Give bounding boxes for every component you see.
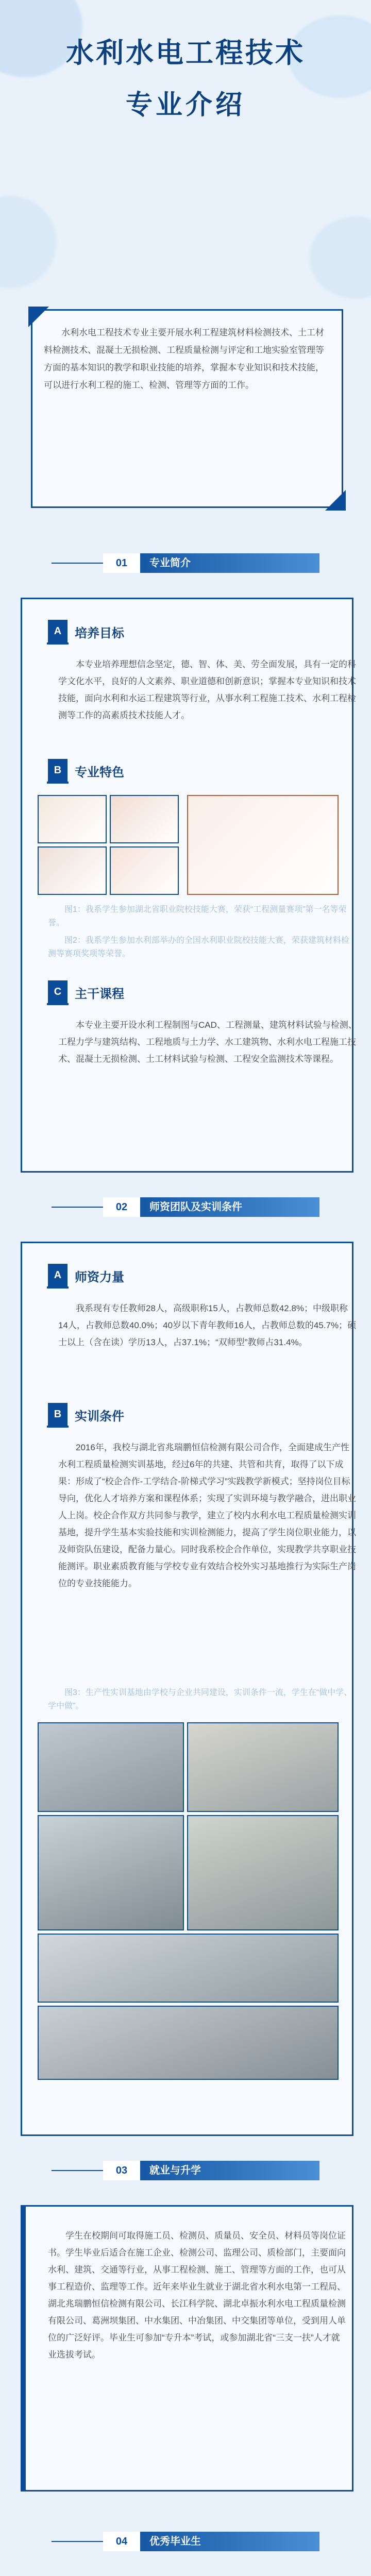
feature-title-text: 专业特色 xyxy=(75,766,124,779)
training-title-text: 实训条件 xyxy=(75,1410,124,1423)
lab-photo xyxy=(38,2006,339,2080)
training-badge: B xyxy=(48,1403,68,1426)
title-line-2: 专业介绍 xyxy=(125,90,245,120)
section-number: 02 xyxy=(103,1197,140,1217)
card-rail xyxy=(21,2205,26,2492)
title-tick xyxy=(47,1286,69,1289)
section-number: 01 xyxy=(103,553,140,573)
section-label: 就业与升学 xyxy=(149,2165,201,2176)
certificate-photo xyxy=(38,846,107,895)
faculty-text: 我系现有专任教师28人，高级职称15人，占教师总数42.8%；中级职称14人，占教师总数40.0%；40岁以下青年教师16人，占教师总数的45.7%；硕士以上（含在读）学历13人，占37.1%；“双师型”教师占31.4%。 xyxy=(58,1303,357,1347)
section-label: 专业简介 xyxy=(149,557,191,569)
section-number: 03 xyxy=(103,2161,140,2180)
course-title-text: 主干课程 xyxy=(75,987,124,1001)
title-tick xyxy=(47,642,69,645)
faculty-badge: A xyxy=(48,1264,68,1286)
section-header-04 xyxy=(52,2524,319,2555)
certificate-photo xyxy=(110,846,179,895)
section-line xyxy=(52,1207,103,1208)
intro-text: 水利水电工程技术专业主要开展水利工程建筑材料检测技术、土工材料检测技术、混凝土无损检测、工程质量检测与评定和工地实验室管理等方面的基本知识的教学和职业技能的培养，掌握本专业知识和技术技能，可以进行水利工程的施工、检测、管理等方面的工作。 xyxy=(44,328,324,390)
lab-photo xyxy=(38,1815,184,1930)
section-label: 师资团队及实训条件 xyxy=(149,1201,242,1213)
section-line xyxy=(52,2170,103,2171)
goal-title-text: 培养目标 xyxy=(75,626,124,640)
frame-corner xyxy=(325,490,346,511)
section-02-card xyxy=(21,1242,357,2136)
decor-blob xyxy=(0,196,57,289)
page-title xyxy=(0,31,371,122)
goal-text: 本专业培养理想信念坚定，德、智、体、美、劳全面发展，具有一定的科学文化水平，良好的人文素养、职业道德和创新意识；掌握本专业知识和技术技能，面向水利和水运工程建筑等行业，从事水利工程施工技术、水利工程检测等工作的高素质技术技能人才。 xyxy=(58,659,356,720)
section-header-02 xyxy=(52,1190,319,1221)
goal-badge: A xyxy=(48,620,68,642)
section-number: 04 xyxy=(103,2532,140,2551)
decor-blob xyxy=(309,216,371,299)
title-tick xyxy=(47,1003,69,1005)
title-tick xyxy=(47,1426,69,1428)
lab-photo xyxy=(38,1722,184,1812)
intro-box xyxy=(31,309,343,508)
section-label: 优秀毕业生 xyxy=(149,2536,201,2547)
lab-photo xyxy=(38,1934,339,2003)
certificate-photo xyxy=(187,795,339,895)
training-caption: 图3：生产性实训基地由学校与企业共同建设，实训条件一流，学生在“做中学、学中做”。 xyxy=(48,1688,352,1710)
feature-badge: B xyxy=(48,759,68,782)
section-header-01 xyxy=(52,546,319,577)
section-header-03 xyxy=(52,2154,319,2184)
lab-photo xyxy=(187,1815,339,1930)
section-01-card xyxy=(21,598,357,1173)
training-text: 2016年，我校与湖北省兆瑞鹏恒信检测有限公司合作，全面建成生产性水利工程质量检测实训基地，经过6年的共建、共管和共育，取得了以下成果：形成了“校企合作-工学结合-阶梯式学习”实践教学新模式；坚持岗位目标导向，优化人才培养方案和课程体系；实现了实训环境与教学融合，进出职业人上岗。校企合作双方共同参与教学，建立了校内水利水电工程质量检测实训基地，提升学生基本实验技能和实训检测能力，提高了学生岗位职业能力，以及师资队伍建设，配备力量心。同时我系校企合作单位，实现教学共享职业技能测评。职业素质教育能与学校专业有效结合校外实习基地推行为实际生产岗位的专业技能能力。 xyxy=(58,1443,356,1588)
title-tick xyxy=(47,782,69,784)
course-text: 本专业主要开设水利工程制图与CAD、工程测量、建筑材料试验与检测、工程力学与建筑结构、工程地质与土力学、水工建筑物、水利水电工程施工技术、混凝土无损检测、土工材料试验与检测、工程安全监测技术等课程。 xyxy=(58,1020,357,1064)
title-line-1: 水利水电工程技术 xyxy=(66,38,305,69)
certificate-photo xyxy=(38,795,107,843)
feature-caption-2: 图2：我系学生参加水利部举办的全国水利职业院校技能大赛，荣获建筑材料检测等赛项奖项等荣誉。 xyxy=(48,936,349,958)
career-text: 学生在校期间可取得施工员、检测员、质量员、安全员、材料员等岗位证书。学生毕业后适合在施工企业、检测公司、监理公司、质检部门，主要面向水利、建筑、交通等行业，从事工程检测、施工、管理等方面的工作，也可从事工程造价、监理等工作。近年来毕业生就业于湖北省水利水电第一工程局、湖北兆瑞鹏恒信检测有限公司、长江科学院、湖北卓振水利水电工程质量检测有限公司、葛洲坝集团、中水集团、中冶集团、中交集团等单位，受到用人单位的广泛好评。毕业生可参加“专升本”考试，或参加湖北省“三支一扶”人才就业选拔考试。 xyxy=(48,2231,346,2360)
faculty-title-text: 师资力量 xyxy=(75,1270,124,1284)
section-line xyxy=(52,2541,103,2542)
certificate-photo xyxy=(110,795,179,843)
course-badge: C xyxy=(48,980,68,1003)
section-line xyxy=(52,563,103,564)
section-03-card xyxy=(21,2205,353,2492)
lab-photo xyxy=(187,1722,339,1812)
feature-caption-1: 图1：我系学生参加湖北省职业院校技能大赛，荣获“工程测量赛项”第一名等荣誉。 xyxy=(48,905,347,927)
